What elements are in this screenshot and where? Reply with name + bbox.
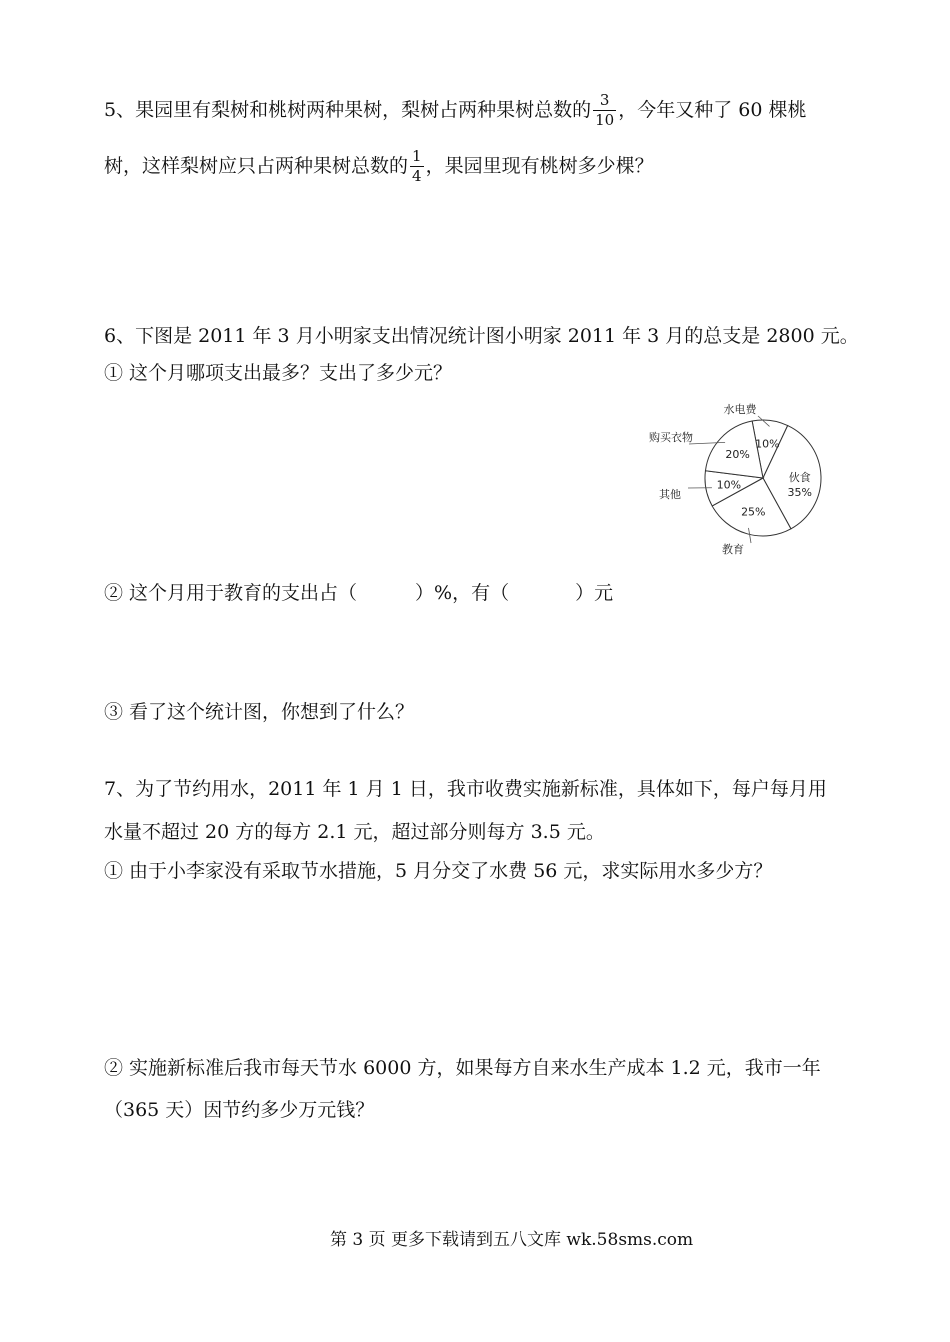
pie-slice-percent: 10%	[755, 437, 780, 451]
fraction-numerator: 3	[599, 91, 610, 109]
q5-text-a: 5、果园里有梨树和桃树两种果树，梨树占两种果树总数的	[104, 98, 592, 121]
pie-slice-percent: 20%	[725, 448, 750, 462]
pie-slice-label: 水电费	[723, 403, 757, 416]
q6-sub1: ① 这个月哪项支出最多？支出了多少元？	[104, 362, 453, 384]
q5-line2	[104, 148, 654, 186]
pie-slice-percent: 35%	[787, 485, 813, 499]
pie-slice-label: 其他	[659, 488, 681, 501]
fraction-1-4	[410, 148, 424, 186]
page-footer: 第 3 页 更多下载请到五八文库 wk.58sms.com	[330, 1230, 694, 1250]
q5-text-b: ，今年又种了 60 棵桃	[618, 98, 807, 121]
fraction-denominator: 10	[595, 111, 615, 130]
q5-text-d: ，果园里现有桃树多少棵？	[425, 154, 654, 177]
q6-sub2	[104, 584, 613, 603]
q6-intro: 6、下图是 2011 年 3 月小明家支出情况统计图小明家 2011 年 3 月的总支是 2800 元。	[104, 325, 859, 347]
q6-sub3: ③ 看了这个统计图，你想到了什么？	[104, 701, 415, 723]
pie-slice-label: 购买衣物	[649, 431, 693, 444]
pie-slice-percent: 10%	[716, 478, 742, 492]
q6-sub2-c: ）元	[575, 582, 614, 604]
pie-slice-label: 伙食	[788, 470, 811, 484]
q7-intro-line1: 7、为了节约用水，2011 年 1 月 1 日，我市收费实施新标准，具体如下，每户每月用	[104, 778, 827, 800]
q6-sub2-b: ）%，有（	[415, 582, 510, 604]
q7-sub1: ① 由于小李家没有采取节水措施，5 月分交了水费 56 元，求实际用水多少方？	[104, 860, 773, 882]
q5-text-c: 树，这样梨树应只占两种果树总数的	[104, 154, 409, 177]
expense-pie-chart	[638, 395, 828, 560]
q7-intro-line2: 水量不超过 20 方的每方 2.1 元，超过部分则每方 3.5 元。	[104, 821, 605, 843]
pie-slice-percent: 25%	[741, 505, 766, 519]
fraction-denominator: 4	[412, 167, 422, 186]
q7-sub2-line1: ② 实施新标准后我市每天节水 6000 方，如果每方自来水生产成本 1.2 元，我市一年	[104, 1057, 821, 1079]
q7-sub2-line2: （365 天）因节约多少万元钱？	[104, 1099, 375, 1121]
q6-sub2-a: ② 这个月用于教育的支出占（	[104, 582, 358, 604]
pie-slice-label: 教育	[722, 543, 744, 556]
fraction-3-10	[593, 92, 616, 130]
fraction-numerator: 1	[412, 147, 422, 165]
q5-line1	[104, 92, 806, 130]
